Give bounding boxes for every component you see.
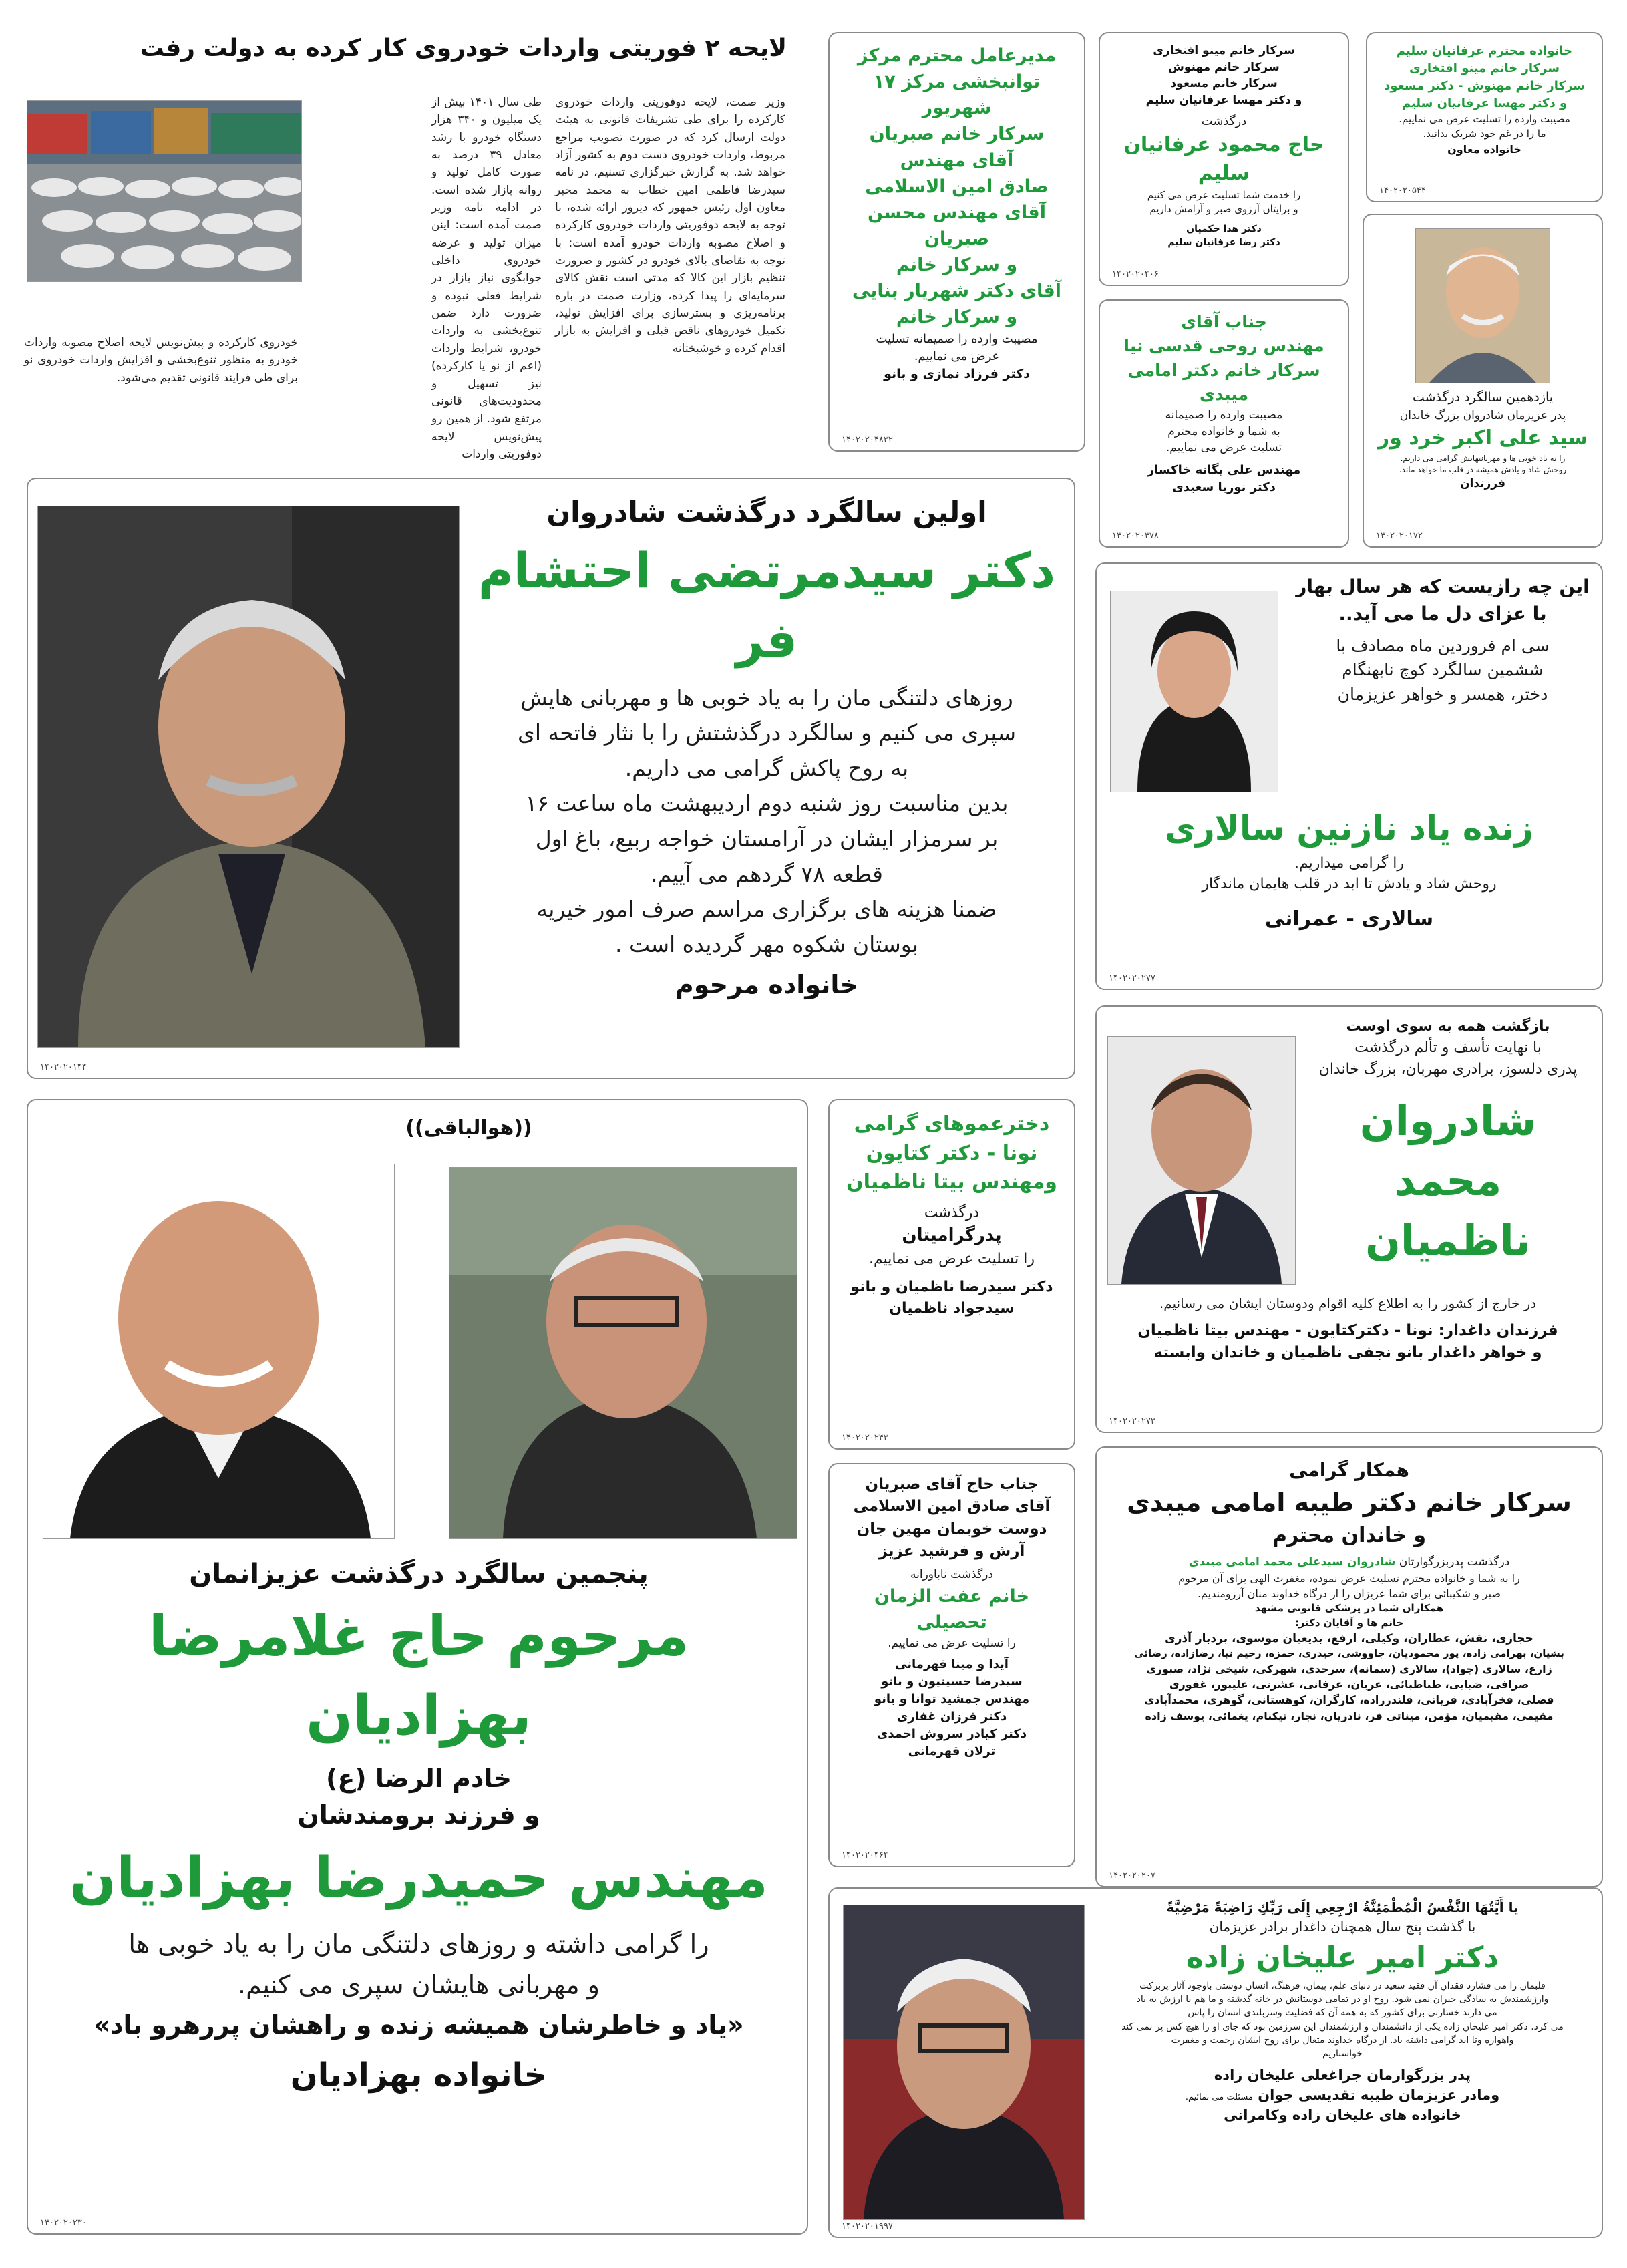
- ad-deceased-name: محمد ناظمیان: [1365, 1156, 1531, 1265]
- ad-text: خادم الرضا (ع): [325, 1763, 512, 1793]
- ad-deceased-name: دکتر امیر علیخان زاده: [1186, 1941, 1499, 1975]
- ad-intro: یازدهمین سالگرد درگذشت: [1412, 390, 1554, 405]
- condolence-ad-tahsili: [828, 1463, 1075, 1867]
- ad-body: ما را در غم خود شریک بدانید.: [1423, 128, 1546, 140]
- ad-body: قلبمان را می فشارد فقدان آن فقید سعید در دنیای علم، پیمان، فرهنگ، انسان دوستی باوجود آثار پربرکت: [1139, 1980, 1546, 1991]
- ad-body: به روح پاکش گرامی می داریم.: [624, 755, 909, 782]
- ad-signature: پدر بزرگوارمان جراغعلی علیخان زاده: [1214, 2066, 1471, 2083]
- ad-signature: سیدرضا حسینیون و بانو: [881, 1675, 1023, 1689]
- ad-line: مدیرعامل محترم مرکز: [857, 45, 1057, 66]
- ad-deceased-name: زنده یاد نازنین سالاری: [1165, 809, 1533, 848]
- portrait-photo-1: [43, 1164, 395, 1539]
- ad-line: جناب آقای: [1181, 312, 1267, 331]
- ad-body: دختر، همسر و خواهر عزیزمان: [1337, 684, 1548, 704]
- ad-line: سرکار خانم مینو افتخاری: [1409, 61, 1560, 76]
- ad-body: تسلیت عرض می نماییم.: [1165, 441, 1282, 455]
- ad-dept: خانم ها و آقایان دکتر:: [1294, 1616, 1404, 1629]
- news-headline: لایحه ۲ فوریتی واردات خودروی کار کرده به دولت رفت: [140, 35, 787, 62]
- condolence-ad-erfanian-2: [1099, 32, 1349, 286]
- ad-line: سرکار خانم صبریان: [869, 124, 1045, 145]
- ad-line: نونا - دکتر کتایون: [866, 1141, 1038, 1165]
- ad-intro: پدر عزیزمان شادروان بزرگ خاندان: [1399, 408, 1566, 422]
- ad-line: ومهندس بیتا ناظمیان: [846, 1170, 1057, 1194]
- portrait-photo-2: [449, 1167, 797, 1539]
- ad-line: و دکتر مهسا عرفانیان سلیم: [1145, 93, 1302, 107]
- ad-signature: خانواده معاون: [1447, 142, 1521, 156]
- ad-body: عرض می نماییم.: [914, 349, 1000, 363]
- anniversary-ad-behzadian: [27, 1099, 808, 2235]
- ad-verse: یا أَيَّتُهَا النَّفْسُ الْمُطْمَئِنَّةُ ارْجِعِي إِلَى رَبِّكِ رَاضِيَةً مَرْضِيَّةً: [1166, 1899, 1519, 1915]
- ad-signature: سیدجواد ناظمیان: [889, 1299, 1015, 1317]
- ad-body: سی ام فروردین ماه مصادف با: [1336, 636, 1550, 656]
- ad-body: بدین مناسبت روز شنبه دوم اردیبهشت ماه ساعت ۱۶: [525, 790, 1009, 817]
- ad-signature: مهندس جمشید توانا و بانو: [874, 1692, 1030, 1707]
- anniversary-ad-salari: [1095, 562, 1603, 990]
- ad-line: سرکار خانم مینو افتخاری: [1153, 44, 1295, 57]
- ad-code: ۱۴۰۲۰۲۰۲۳۰: [40, 2218, 87, 2228]
- ad-signature: خانواده های علیخان زاده وکامرانی: [1224, 2107, 1461, 2124]
- ad-line: توانبخشی مرکز ۱۷ شهریور: [873, 71, 1041, 119]
- ad-intro: اولین سالگرد درگذشت شادروان: [546, 496, 987, 528]
- ad-body: روحش شاد و یادش تا ابد در قلب هایمان ماندگار: [1202, 876, 1497, 893]
- ad-code: ۱۴۰۲۰۲۰۲۰۷: [1109, 1871, 1155, 1881]
- ad-body: و مهربانی هایشان سپری می کنیم.: [237, 1969, 600, 1999]
- ad-signature: و خواهر داغدار بانو نجفی ناظمیان و خاندان وابسته: [1153, 1344, 1542, 1362]
- ad-code: ۱۴۰۲۰۲۰۴۰۶: [1112, 269, 1159, 279]
- ad-line: صادق امین الاسلامی: [865, 176, 1049, 197]
- ad-line: سرکار خانم دکتر امامی میبدی: [1127, 360, 1320, 404]
- ad-code: ۱۴۰۲۰۲۰۴۸۳۲: [842, 435, 893, 445]
- portrait-photo: [1107, 1036, 1296, 1285]
- ad-line: با نهایت تأسف و تألم درگذشت: [1354, 1039, 1542, 1056]
- ad-body: وارزشمندش به سادگی جبران نمی شود. روح او در تمامی دوستانش در خانه گذشته و ما هم با ارزش به یاد: [1136, 1994, 1549, 2005]
- portrait-photo: [1110, 591, 1278, 792]
- anniversary-ad-alikhanzadeh: [828, 1887, 1603, 2238]
- ad-signature: فرزندان داغدار: نونا - دکترکتایون - مهندس بیتا ناظمیان: [1137, 1322, 1558, 1339]
- ad-line: آقای دکتر شهریار بنایی: [852, 281, 1062, 302]
- ad-body: «یاد و خاطرشان همیشه زنده و راهشان پررهرو باد»: [94, 2010, 744, 2040]
- ad-body: را گرامی میداریم.: [1294, 854, 1405, 872]
- death-notice-nazemian: [1095, 1005, 1603, 1433]
- ad-line: و سرکار خانم: [896, 307, 1018, 328]
- ad-line: آقای مهندس محسن صبریان: [868, 202, 1046, 249]
- ad-names: صرافی، ضیایی، طباطبائی، عربان، عرفانی، عشرتی، علیپور، غفوری: [1169, 1678, 1529, 1691]
- ad-code: ۱۴۰۲۰۲۰۱۴۴: [40, 1062, 87, 1072]
- ad-deceased-name: خانم عفت الزمان تحصیلی: [874, 1586, 1030, 1633]
- news-column-1: وزیر صمت، لایحه دوفوریتی واردات خودروی کارکرده را برای طی تشریفات قانونی به هیئت دولت ارسال کرد که در صورت تصویب مراجع مربوط، واردات خودروی دست دوم به کشور آزاد خواهد شد. به گزارش خبرگزاری تسنیم، در نامه سیدرضا فاطمی امین خطاب به محمد مخبر معاون اول رئیس جمهور که دیروز ارائه شده، با توجه به لایحه دوفوریتی واردات خودروی کارکرده و اصلاح مصوبه واردات خودرو آمده است: با توجه به تقاضای بالای خودرو در کشور و ضرورت تنظیم بازار این کالا که مدتی است نقش کالای سرمایه‌ای را پیدا کرده، وزارت صمت در باره برنامه‌ریزی و بسترسازی برای افزایش تولید، تکمیل خودروهای ناقص قبلی و افزایش به بازار اقدام کرده و خوشبختانه: [555, 96, 785, 355]
- condolence-ad-erfanian-1: [1366, 32, 1603, 202]
- ad-deceased-name: دکتر سیدمرتضی احتشام فر: [478, 542, 1056, 669]
- ad-code: ۱۴۰۲۰۲۰۱۹۹۷: [842, 2221, 893, 2231]
- ad-body: در خارج از کشور را به اطلاع کلیه اقوام ودوستان ایشان می رسانیم.: [1159, 1295, 1537, 1311]
- ad-deceased-name: شادروان سیدعلی محمد امامی میبدی: [1188, 1555, 1396, 1569]
- ad-body: ششمین سالگرد کوچ نابهنگام: [1342, 660, 1544, 680]
- ad-line: سرکار خانم دکتر طیبه امامی میبدی: [1127, 1487, 1572, 1517]
- ad-line: آقای صادق امین الاسلامی: [853, 1498, 1051, 1516]
- news-column-3: خودروی کارکرده و پیش‌نویس لایحه اصلاح مصوبه واردات خودرو به منظور تنوع‌بخشی و افزایش واردات خودروی نو برای طی فرایند قانونی تقدیم می‌شود.: [24, 336, 298, 385]
- ad-signature-text: ومادر عزیزمان طیبه تقدیسی جوان: [1258, 2087, 1500, 2104]
- ad-body: روزهای دلتنگی مان را به یاد خوبی ها و مهربانی هایش: [520, 684, 1013, 711]
- ad-body: مصیبت وارده را تسلیت عرض می نماییم.: [1399, 113, 1570, 126]
- ad-line: این چه رازیست که هر سال بهار: [1296, 575, 1590, 597]
- ad-code: ۱۴۰۲۰۲۰۴۶۴: [842, 1850, 888, 1860]
- ad-names: زارع، سالاری (جواد)، سالاری (سمانه)، سرحدی، شهرکی، شیخی نژاد، صبوری: [1146, 1663, 1552, 1676]
- ad-text: و فرزند برومندشان: [297, 1800, 540, 1830]
- ad-intro: درگذشت: [1201, 114, 1247, 128]
- ad-body: و برایتان آرزوی صبر و آرامش داریم: [1149, 203, 1298, 216]
- ad-intro-text: درگذشت پدربزرگوارتان: [1399, 1555, 1510, 1569]
- ad-line: خانواده محترم عرفانیان سلیم: [1396, 44, 1573, 58]
- ad-body: سپری می کنیم و سالگرد درگذشتش را با نثار فاتحه ای: [518, 719, 1016, 746]
- ad-line: همکار گرامی: [1289, 1459, 1409, 1481]
- ad-line: آرش و فرشید عزیز: [878, 1543, 1025, 1561]
- ad-line: سرکار خانم مهنوش: [1168, 60, 1280, 74]
- ad-signature: سالاری - عمرانی: [1264, 907, 1434, 931]
- condolence-ad-nazemian-cousins: [828, 1099, 1075, 1450]
- ad-code: ۱۴۰۲۰۲۰۲۴۳: [842, 1433, 888, 1443]
- ad-names: بشیان، بهرامی زاده، پور محمودیان، جاووشی، حیدری، حمزه، رحیم نیا، رضازاده، رضائی: [1134, 1647, 1564, 1660]
- ad-body: می دارند خسارتی برای کشور که به همه آن که فضلیت وسربلندی انسان را پاس: [1188, 2007, 1497, 2019]
- ad-line: و سرکار خانم: [896, 255, 1018, 276]
- ad-line: مهندس روحی قدسی نیا: [1123, 336, 1324, 356]
- ad-intro: با گذشت پنج سال همچنان داغدار برادر عزیزمان: [1209, 1919, 1476, 1935]
- ad-signature: دکتر فرزان غفاری: [896, 1710, 1007, 1724]
- ad-line: و خاندان محترم: [1272, 1523, 1426, 1547]
- ad-line: آقای مهندس: [900, 150, 1014, 171]
- ad-signature: خانواده بهزادیان: [290, 2056, 548, 2094]
- ad-deceased-name: پدرگرامیتان: [902, 1225, 1002, 1246]
- ad-body: بر سرمزار ایشان در آرامستان خواجه ربیع، باغ اول: [535, 825, 999, 852]
- ad-body: می کرد. دکتر امیر علیخان زاده یکی از دانشمندان و ارزشمندان این سرزمین بود که جای او را هیچ کس پر نمی کند: [1121, 2021, 1564, 2032]
- ad-line: جناب حاج آقای صبریان: [865, 1476, 1039, 1493]
- ad-signature: [1095, 2085, 1590, 2105]
- ad-body: خواستاریم: [1322, 2048, 1363, 2060]
- ad-intro: [1110, 1554, 1588, 1571]
- ad-body: مصیبت وارده را صمیمانه: [1165, 408, 1283, 422]
- ad-signature: آیدا و مینا قهرمانی: [895, 1657, 1009, 1671]
- ad-code: ۱۴۰۲۰۲۰۲۷۷: [1109, 973, 1155, 983]
- ad-deceased-name: سید علی اکبر خرد ور: [1377, 426, 1588, 450]
- ad-body: را خدمت شما تسلیت عرض می کنیم: [1147, 188, 1301, 201]
- ad-body: را به شما و خانواده محترم تسلیت عرض نموده، مغفرت الهی برای آن مرحوم: [1178, 1571, 1520, 1585]
- ad-body: را تسلیت عرض می نماییم.: [869, 1251, 1035, 1268]
- ad-body: را گرامی داشته و روزهای دلتنگی مان را به یاد خوبی ها: [128, 1929, 709, 1959]
- ad-line: بازگشت همه به سوی اوست: [1346, 1018, 1550, 1035]
- ad-deceased-name-1: مرحوم حاج غلامرضا بهزادیان: [148, 1605, 689, 1748]
- condolence-ad-sabrian: [828, 32, 1085, 452]
- ad-code: ۱۴۰۲۰۲۰۵۴۴: [1379, 186, 1426, 196]
- ad-deceased-name: حاج محمود عرفانیان سلیم: [1123, 132, 1324, 186]
- ad-code: ۱۴۰۲۰۲۰۴۷۸: [1112, 531, 1159, 541]
- ad-dept: همکاران شما در پزشکی قانونی مشهد: [1254, 1602, 1444, 1615]
- ad-signature: خانواده مرحوم: [675, 970, 859, 1000]
- portrait-photo: [1415, 228, 1550, 383]
- ad-intro: پنجمین سالگرد درگذشت عزیزانمان: [189, 1559, 649, 1589]
- anniversary-ad-ehteshamfar: [27, 478, 1075, 1079]
- ad-signature: فرزندان: [1459, 477, 1506, 491]
- news-column-2: طی سال ۱۴۰۱ بیش از یک میلیون و ۳۴۰ هزار دستگاه خودرو با رشد معادل ۳۹ درصد به صورت کامل تولید و روانه بازار شده است. در ادامه نامه وزیر صمت آمده است: اینن میزان تولید و عرضه خودروی داخلی جوابگوی نیاز بازار در شرایط فعلی نبوده و ضرورت دارد ضمن تنوع‌بخشی به واردات خودرو، شرایط واردات (اعم از نو یا کارکرده) نیز تسهیل و محدودیت‌های قانونی مرتفع شود. از همین رو پیش‌نویس لایحه دوفوریتی واردات: [431, 96, 542, 461]
- ad-code: ۱۴۰۲۰۲۰۲۷۳: [1109, 1416, 1155, 1426]
- ad-names: فضلی، فخرآبادی، قربانی، قلندرزاده، کارگران، کوهستانی، گوهری، محمدآبادی: [1144, 1693, 1554, 1707]
- ad-line: با عزای دل ما می آید..: [1338, 602, 1547, 625]
- ad-body: بوستان شکوه مهر گردیده است .: [614, 931, 918, 958]
- ad-signature: دکتر نوریا سعیدی: [1172, 480, 1276, 495]
- portrait-photo: [843, 1905, 1085, 2220]
- ad-signature: دکتر کیادر سروش احمدی: [876, 1727, 1027, 1742]
- ad-signature: دکتر رضا عرفانیان سلیم: [1167, 237, 1280, 249]
- ad-intro: درگذشت: [924, 1204, 980, 1221]
- ad-signature: ترلان قهرمانی: [908, 1744, 996, 1759]
- ad-body: به شما و خانواده محترم: [1167, 424, 1280, 438]
- ad-body: ضمنا هزینه های برگزاری مراسم صرف امور خیریه: [536, 896, 997, 923]
- ad-deceased-title: شادروان: [1359, 1096, 1537, 1145]
- ad-body: صبر و شکیبائی برای شما عزیزان را از درگاه خداوند منان آرزومندیم.: [1197, 1587, 1501, 1601]
- ad-intro: درگذشت ناباورانه: [910, 1568, 993, 1582]
- ad-body: قطعه ۷۸ گردهم می آییم.: [651, 860, 883, 887]
- ad-signature: دکتر سیدرضا ناظمیان و بانو: [850, 1278, 1053, 1295]
- ad-names: مقیمی، مقیمیان، مؤمن، میناتی فر، نادریان، نجار، نیکنام، یغمائی، یوسف زاده: [1145, 1709, 1554, 1722]
- ad-line: سرکار خانم مهنوش - دکتر مسعود: [1384, 79, 1585, 94]
- ad-body: را به یاد خوبی ها و مهربانیهایش گرامی می داریم.: [1400, 453, 1566, 463]
- condolence-ad-emami-meybodi: [1095, 1446, 1603, 1887]
- portrait-photo: [37, 506, 460, 1048]
- ad-body: روحش شاد و یادش همیشه در قلب ما خواهد ماند.: [1399, 465, 1567, 475]
- ad-signature: دکتر فرزاد نمازی و بانو: [884, 366, 1030, 381]
- news-photo-cars: [27, 100, 302, 282]
- ad-line: سرکار خانم مسعود: [1170, 77, 1278, 91]
- ad-line: دخترعموهای گرامی: [854, 1112, 1050, 1136]
- ad-line: پدری دلسوز، برادری مهربان، بزرگ خاندان: [1318, 1060, 1578, 1078]
- anniversary-ad-kheradvar: [1363, 214, 1603, 548]
- ad-body: را تسلیت عرض می نماییم.: [888, 1637, 1016, 1651]
- condolence-ad-ghodsinia: [1099, 299, 1349, 548]
- ad-names: حجازی، نقش، عطاران، وکیلی، ارفع، بدیعیان موسوی، بردبار آذری: [1165, 1631, 1533, 1645]
- ad-deceased-name-2: مهندس حمیدرضا بهزادیان: [69, 1846, 768, 1910]
- ad-signature: دکتر هدا حکمیان: [1186, 224, 1262, 235]
- ad-body: واهواره وتا ابد گرامی داشته باد. از درگاه خداوند متعال برای روح ایشان رحمت و مغفرت: [1171, 2034, 1514, 2046]
- ad-line: دوست خوبمان مهین جان: [856, 1520, 1047, 1538]
- ad-signature-small: مسئلت می نمائیم.: [1185, 2092, 1253, 2103]
- ad-line: و دکتر مهسا عرفانیان سلیم: [1401, 96, 1568, 111]
- ad-body: مصیبت وارده را صمیمانه تسلیت: [876, 331, 1038, 346]
- ad-signature: مهندس علی یگانه خاکسار: [1147, 462, 1301, 477]
- ad-title: ((هوالباقی)): [405, 1116, 532, 1140]
- ad-code: ۱۴۰۲۰۲۰۱۷۲: [1376, 531, 1423, 541]
